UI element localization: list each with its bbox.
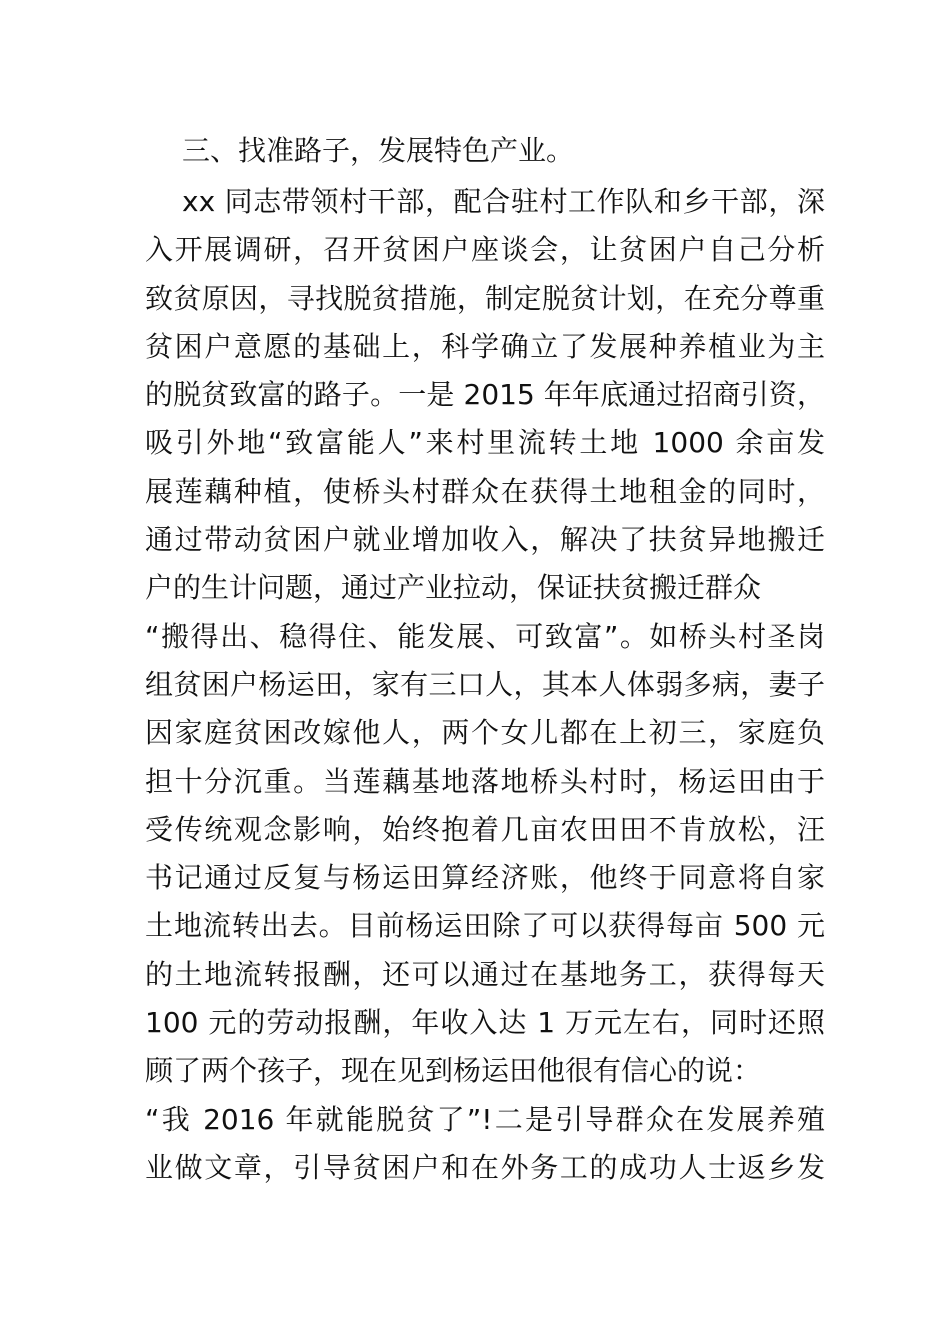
text-line: 业做文章，引导贫困户和在外务工的成功人士返乡发 <box>145 1150 825 1184</box>
text-line: 展莲藕种植，使桥头村群众在获得土地租金的同时， <box>145 474 825 508</box>
text-line: 土地流转出去。目前杨运田除了可以获得每亩 500 元 <box>145 909 825 943</box>
text-line: 受传统观念影响，始终抱着几亩农田田不肯放松，汪 <box>145 812 825 846</box>
body-paragraph <box>145 178 825 1192</box>
text-line: 通过带动贫困户就业增加收入，解决了扶贫异地搬迁 <box>145 523 825 557</box>
section-heading: 三、找准路子，发展特色产业。 <box>182 134 575 167</box>
text-line: 的土地流转报酬，还可以通过在基地务工，获得每天 <box>145 957 825 991</box>
text-line: 户的生计问题，通过产业拉动，保证扶贫搬迁群众 <box>145 571 762 605</box>
text-line: 吸引外地“致富能人”来村里流转土地 1000 余亩发 <box>145 426 825 460</box>
text-line: 致贫原因，寻找脱贫措施，制定脱贫计划，在充分尊重 <box>145 281 825 315</box>
text-line: “搬得出、稳得住、能发展、可致富”。如桥头村圣岗 <box>145 619 825 653</box>
text-line: 贫困户意愿的基础上，科学确立了发展种养植业为主 <box>145 329 825 363</box>
text-line: 100 元的劳动报酬，年收入达 1 万元左右，同时还照 <box>145 1006 825 1040</box>
text-line: 入开展调研，召开贫困户座谈会，让贫困户自己分析 <box>145 233 825 267</box>
text-line: “我 2016 年就能脱贫了”!二是引导群众在发展养殖 <box>145 1102 825 1136</box>
text-line: 担十分沉重。当莲藕基地落地桥头村时，杨运田由于 <box>145 764 825 798</box>
text-line: 因家庭贫困改嫁他人，两个女儿都在上初三，家庭负 <box>145 716 825 750</box>
text-line: 的脱贫致富的路子。一是 2015 年年底通过招商引资， <box>145 378 825 412</box>
text-line: 顾了两个孩子，现在见到杨运田他很有信心的说： <box>145 1054 762 1088</box>
text-line: 书记通过反复与杨运田算经济账，他终于同意将自家 <box>145 861 825 895</box>
text-line: 组贫困户杨运田，家有三口人，其本人体弱多病，妻子 <box>145 667 825 701</box>
text-line: xx 同志带领村干部，配合驻村工作队和乡干部，深 <box>182 185 825 218</box>
